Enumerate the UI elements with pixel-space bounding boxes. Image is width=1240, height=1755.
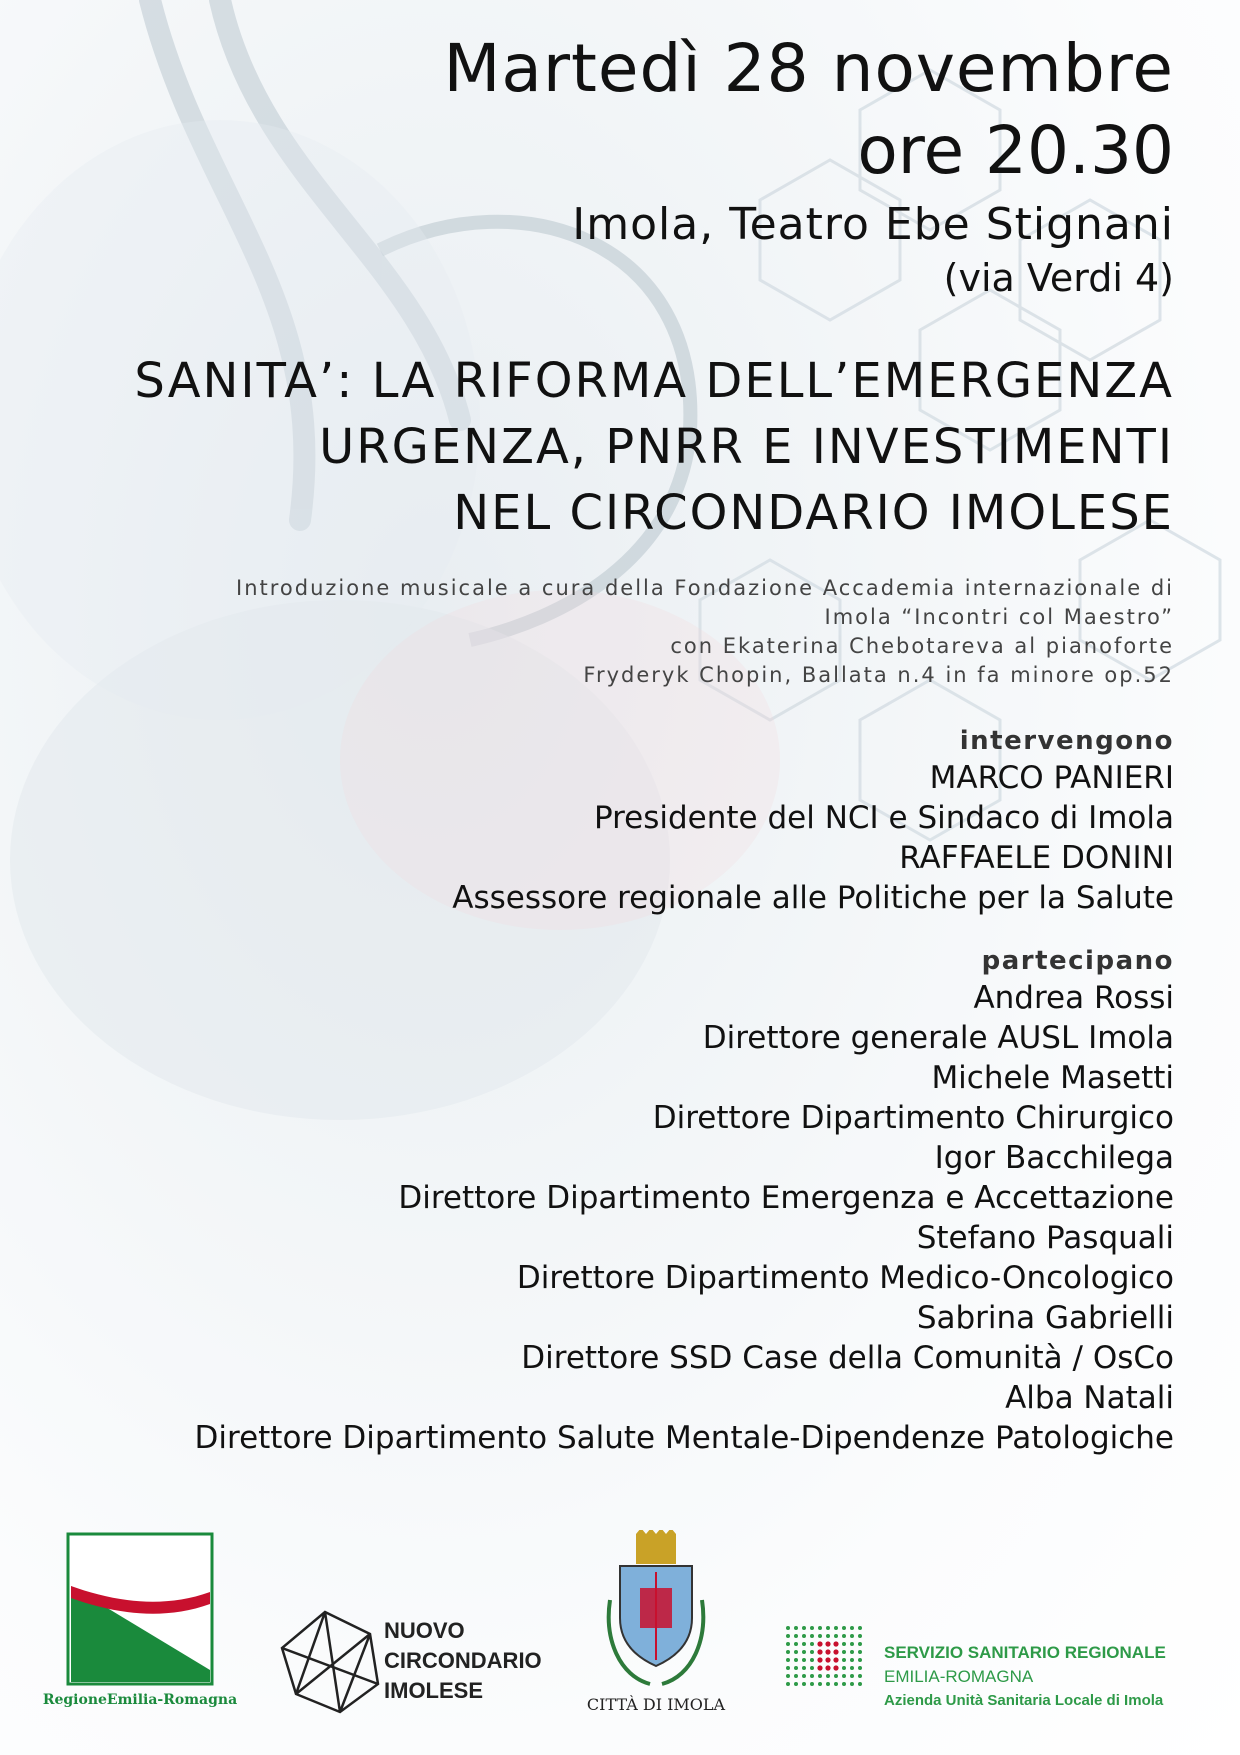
ausl-logo-dot — [834, 1674, 838, 1678]
ausl-logo-dot — [825, 1665, 830, 1670]
ausl-logo-dot — [794, 1666, 798, 1670]
participant-line: Direttore Dipartimento Salute Mentale-Dipendenze Patologiche — [194, 1420, 1174, 1456]
participant-line: Alba Natali — [1005, 1380, 1174, 1416]
ausl-logo-dot — [810, 1626, 814, 1630]
ausl-logo-dot — [833, 1665, 838, 1670]
ausl-logo-dot — [794, 1634, 798, 1638]
ausl-logo-dot — [810, 1666, 814, 1670]
ausl-logo-dot — [786, 1626, 790, 1630]
event-time: ore 20.30 — [857, 112, 1174, 189]
ausl-logo-dot — [794, 1658, 798, 1662]
participant-line: Direttore SSD Case della Comunità / OsCo — [521, 1340, 1174, 1376]
ausl-logo-dot — [826, 1626, 830, 1630]
ausl-logo-dot — [842, 1682, 846, 1686]
ausl-logo-dot — [818, 1674, 822, 1678]
ausl-logo-dot — [786, 1634, 790, 1638]
ausl-logo-dot — [850, 1650, 854, 1654]
ausl-logo-dot — [810, 1650, 814, 1654]
ausl-logo-dot — [794, 1682, 798, 1686]
ausl-logo-dot — [825, 1649, 830, 1654]
sponsor-logos — [0, 1530, 1240, 1750]
participant-line: Direttore generale AUSL Imola — [702, 1020, 1174, 1056]
ausl-logo-dot — [817, 1649, 822, 1654]
ausl-logo-dot — [802, 1674, 806, 1678]
ausl-logo-dot — [858, 1650, 862, 1654]
speaker-line: RAFFAELE DONINI — [899, 840, 1174, 876]
ausl-logo-dot — [833, 1649, 838, 1654]
intro-line: con Ekaterina Chebotareva al pianoforte — [670, 634, 1174, 658]
event-venue: Imola, Teatro Ebe Stignani — [572, 199, 1174, 250]
ausl-logo-dot — [817, 1665, 822, 1670]
intro-line: Imola “Incontri col Maestro” — [824, 605, 1174, 629]
ausl-logo-dot — [842, 1642, 846, 1646]
ausl-logo-dot — [850, 1682, 854, 1686]
ausl-text-line: Azienda Unità Sanitaria Locale di Imola — [884, 1692, 1164, 1709]
participants-label: partecipano — [981, 946, 1174, 976]
ausl-logo-dot — [786, 1666, 790, 1670]
ausl-logo-dot — [858, 1626, 862, 1630]
title-line: NEL CIRCONDARIO IMOLESE — [453, 485, 1174, 541]
ausl-logo-dot — [842, 1650, 846, 1654]
citta-logo-text: CITTÀ DI IMOLA — [586, 1695, 726, 1714]
ausl-logo-dot — [858, 1682, 862, 1686]
ausl-logo-dot — [858, 1674, 862, 1678]
ausl-logo-dot — [826, 1682, 830, 1686]
ausl-logo-dot — [818, 1634, 822, 1638]
ausl-logo-dot — [810, 1674, 814, 1678]
ausl-logo-dot — [818, 1626, 822, 1630]
participant-line: Sabrina Gabrielli — [916, 1300, 1174, 1336]
participant-line: Stefano Pasquali — [916, 1220, 1174, 1256]
speaker-line: Assessore regionale alle Politiche per la Salute — [452, 880, 1174, 916]
ausl-logo-dot — [850, 1642, 854, 1646]
title-line: URGENZA, PNRR E INVESTIMENTI — [319, 419, 1174, 475]
intro-line: Introduzione musicale a cura della Fondazione Accademia internazionale di — [236, 576, 1174, 600]
event-date: Martedì 28 novembre — [443, 30, 1174, 107]
regione-emilia-romagna-logo — [43, 1534, 237, 1708]
ausl-logo-dot — [842, 1674, 846, 1678]
ausl-logo-dot — [834, 1682, 838, 1686]
ausl-logo-dot — [817, 1641, 822, 1646]
participant-line: Andrea Rossi — [973, 980, 1174, 1016]
ausl-logo-dot — [850, 1626, 854, 1630]
event-title — [134, 348, 1174, 546]
participant-line: Igor Bacchilega — [934, 1140, 1174, 1176]
participant-line: Direttore Dipartimento Chirurgico — [652, 1100, 1174, 1136]
ausl-imola-logo — [786, 1626, 862, 1686]
ausl-logo-dot — [786, 1650, 790, 1654]
speakers-label: intervengono — [959, 726, 1174, 756]
ausl-logo-dot — [842, 1634, 846, 1638]
ausl-logo-dot — [858, 1658, 862, 1662]
ausl-logo-dot — [850, 1658, 854, 1662]
ausl-text-line: EMILIA-ROMAGNA — [884, 1667, 1034, 1686]
ausl-logo-dot — [802, 1682, 806, 1686]
ausl-logo-dot — [850, 1674, 854, 1678]
musical-intro — [236, 574, 1174, 690]
participants-section — [195, 944, 1174, 1458]
ausl-logo-dot — [858, 1642, 862, 1646]
speakers-section — [452, 724, 1174, 918]
ausl-logo-dot — [826, 1634, 830, 1638]
ausl-logo-dot — [786, 1674, 790, 1678]
nuovo-circondario-logo — [282, 1612, 542, 1712]
ausl-logo-dot — [825, 1641, 830, 1646]
ausl-logo-dot — [810, 1634, 814, 1638]
participant-line: Direttore Dipartimento Emergenza e Accettazione — [398, 1180, 1174, 1216]
circondario-text-line: CIRCONDARIO — [384, 1648, 542, 1673]
ausl-logo-dot — [802, 1666, 806, 1670]
ausl-logo-dot — [833, 1657, 838, 1662]
ausl-logo-dot — [802, 1634, 806, 1638]
ausl-logo-dot — [842, 1626, 846, 1630]
ausl-logo-dot — [850, 1634, 854, 1638]
ausl-logo-dot — [802, 1658, 806, 1662]
ausl-logo-dot — [794, 1642, 798, 1646]
ausl-logo-dot — [850, 1666, 854, 1670]
ausl-logo-dot — [802, 1626, 806, 1630]
regione-logo-text: RegioneEmilia-Romagna — [42, 1692, 238, 1708]
ausl-logo-dot — [810, 1642, 814, 1646]
circondario-text-line: IMOLESE — [384, 1678, 484, 1703]
ausl-logo-dot — [842, 1666, 846, 1670]
speaker-line: MARCO PANIERI — [929, 760, 1174, 796]
ausl-logo-dot — [786, 1682, 790, 1686]
event-address: (via Verdi 4) — [943, 256, 1174, 300]
speaker-line: Presidente del NCI e Sindaco di Imola — [593, 800, 1174, 836]
ausl-logo-dot — [794, 1674, 798, 1678]
citta-di-imola-crest — [587, 1530, 726, 1714]
ausl-logo-dot — [833, 1641, 838, 1646]
intro-line: Fryderyk Chopin, Ballata n.4 in fa minore op.52 — [583, 663, 1174, 687]
ausl-logo-dot — [818, 1682, 822, 1686]
ausl-logo-dot — [786, 1642, 790, 1646]
ausl-logo-dot — [810, 1658, 814, 1662]
ausl-logo-dot — [802, 1642, 806, 1646]
ausl-logo-dot — [786, 1658, 790, 1662]
ausl-logo-dot — [842, 1658, 846, 1662]
ausl-logo-dot — [826, 1674, 830, 1678]
ausl-logo-dot — [834, 1626, 838, 1630]
ausl-logo-dot — [858, 1666, 862, 1670]
participant-line: Direttore Dipartimento Medico-Oncologico — [516, 1260, 1174, 1296]
circondario-text-line: NUOVO — [384, 1618, 465, 1643]
ausl-logo-dot — [802, 1650, 806, 1654]
ausl-logo-dot — [810, 1682, 814, 1686]
ausl-logo-dot — [858, 1634, 862, 1638]
ausl-logo-dot — [817, 1657, 822, 1662]
ausl-logo-dot — [794, 1626, 798, 1630]
ausl-logo-dot — [825, 1657, 830, 1662]
ausl-logo-dot — [794, 1650, 798, 1654]
participant-line: Michele Masetti — [931, 1060, 1174, 1096]
title-line: SANITA’: LA RIFORMA DELL’EMERGENZA — [134, 353, 1174, 409]
ausl-logo-dot — [834, 1634, 838, 1638]
ausl-text-line: SERVIZIO SANITARIO REGIONALE — [884, 1643, 1166, 1662]
